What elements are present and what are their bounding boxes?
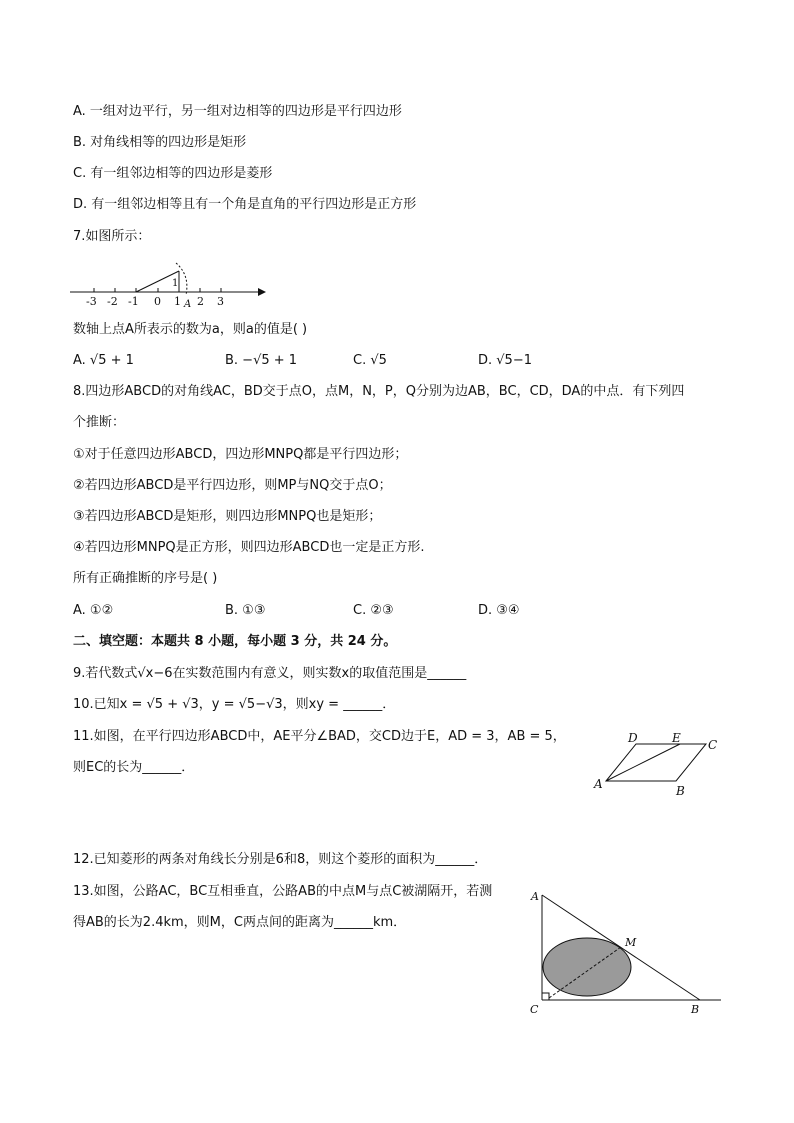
q13-label-c: C [530, 1003, 539, 1016]
q7-tick-label: 1 [174, 295, 181, 308]
q7-tick-label: 0 [154, 295, 161, 308]
q8-option-c: C. ②③ [353, 603, 394, 618]
q8-item-1: ①对于任意四边形ABCD，四边形MNPQ都是平行四边形； [73, 447, 408, 462]
q8-option-b: B. ①③ [225, 603, 266, 618]
q7-unit-label: 1 [172, 278, 179, 289]
q8-item-3: ③若四边形ABCD是矩形，则四边形MNPQ也是矩形； [73, 509, 382, 524]
q7-number-line-figure [70, 255, 270, 310]
q11-parallelogram-figure [588, 728, 728, 800]
q8-option-d: D. ③④ [478, 603, 520, 618]
q6-option-d: D. 有一组邻边相等且有一个角是直角的平行四边形是正方形 [73, 197, 417, 212]
q7-option-c: C. √5 [353, 353, 387, 368]
q8-item-2: ②若四边形ABCD是平行四边形，则MP与NQ交于点O； [73, 478, 392, 493]
q7-option-d: D. √5−1 [478, 353, 532, 368]
q7-tick-label: -2 [107, 295, 118, 308]
q7-point-a-label: A [184, 299, 192, 310]
q7-tick-label: -1 [128, 295, 139, 308]
q8-stem-line2: 个推断： [73, 415, 126, 430]
q11-label-c: C [708, 738, 718, 752]
q11-label-a: A [594, 777, 603, 791]
q7-tick-label: 3 [217, 295, 224, 308]
q7-option-b: B. −√5 + 1 [225, 353, 298, 368]
q7-option-a: A. √5 + 1 [73, 353, 134, 368]
q13-label-m: M [625, 936, 637, 949]
q7-tick-label: 2 [197, 295, 204, 308]
q6-option-a: A. 一组对边平行，另一组对边相等的四边形是平行四边形 [73, 104, 402, 119]
q8-stem-line1: 8.四边形ABCD的对角线AC，BD交于点O，点M，N，P，Q分别为边AB，BC，CD，DA的中点．有下列四 [73, 384, 685, 399]
q11-line2: 则EC的长为______． [73, 760, 195, 775]
q13-line1: 13.如图，公路AC，BC互相垂直，公路AB的中点M与点C被湖隔开，若测 [73, 884, 493, 899]
q7-stem: 数轴上点A所表示的数为a，则a的值是( ) [73, 322, 308, 337]
section-2-header: 二、填空题：本题共 8 小题，每小题 3 分，共 24 分。 [73, 634, 397, 649]
q11-label-d: D [628, 731, 638, 745]
q8-item-4: ④若四边形MNPQ是正方形，则四边形ABCD也一定是正方形. [73, 540, 425, 555]
q7-tick-label: -3 [86, 295, 97, 308]
q11-label-b: B [676, 784, 685, 798]
q13-label-b: B [691, 1003, 700, 1016]
q13-line2: 得AB的长为2.4km，则M，C两点间的距离为______km． [73, 915, 407, 930]
q8-option-a: A. ①② [73, 603, 114, 618]
q13-label-a: A [531, 890, 539, 903]
q7-header: 7.如图所示： [73, 229, 151, 244]
q9-text: 9.若代数式√x−6在实数范围内有意义，则实数x的取值范围是______ [73, 666, 467, 681]
q13-lake-figure [525, 885, 730, 1020]
q11-label-e: E [672, 731, 681, 745]
q10-text: 10.已知x = √5 + √3，y = √5−√3，则xy = ______． [73, 697, 396, 712]
q12-text: 12.已知菱形的两条对角线长分别是6和8，则这个菱形的面积为______． [73, 852, 488, 867]
q6-option-c: C. 有一组邻边相等的四边形是菱形 [73, 166, 273, 181]
q8-question: 所有正确推断的序号是( ) [73, 571, 218, 586]
q6-option-b: B. 对角线相等的四边形是矩形 [73, 135, 247, 150]
q11-line1: 11.如图，在平行四边形ABCD中，AE平分∠BAD，交CD边于E，AD = 3，AB = 5， [73, 729, 566, 744]
